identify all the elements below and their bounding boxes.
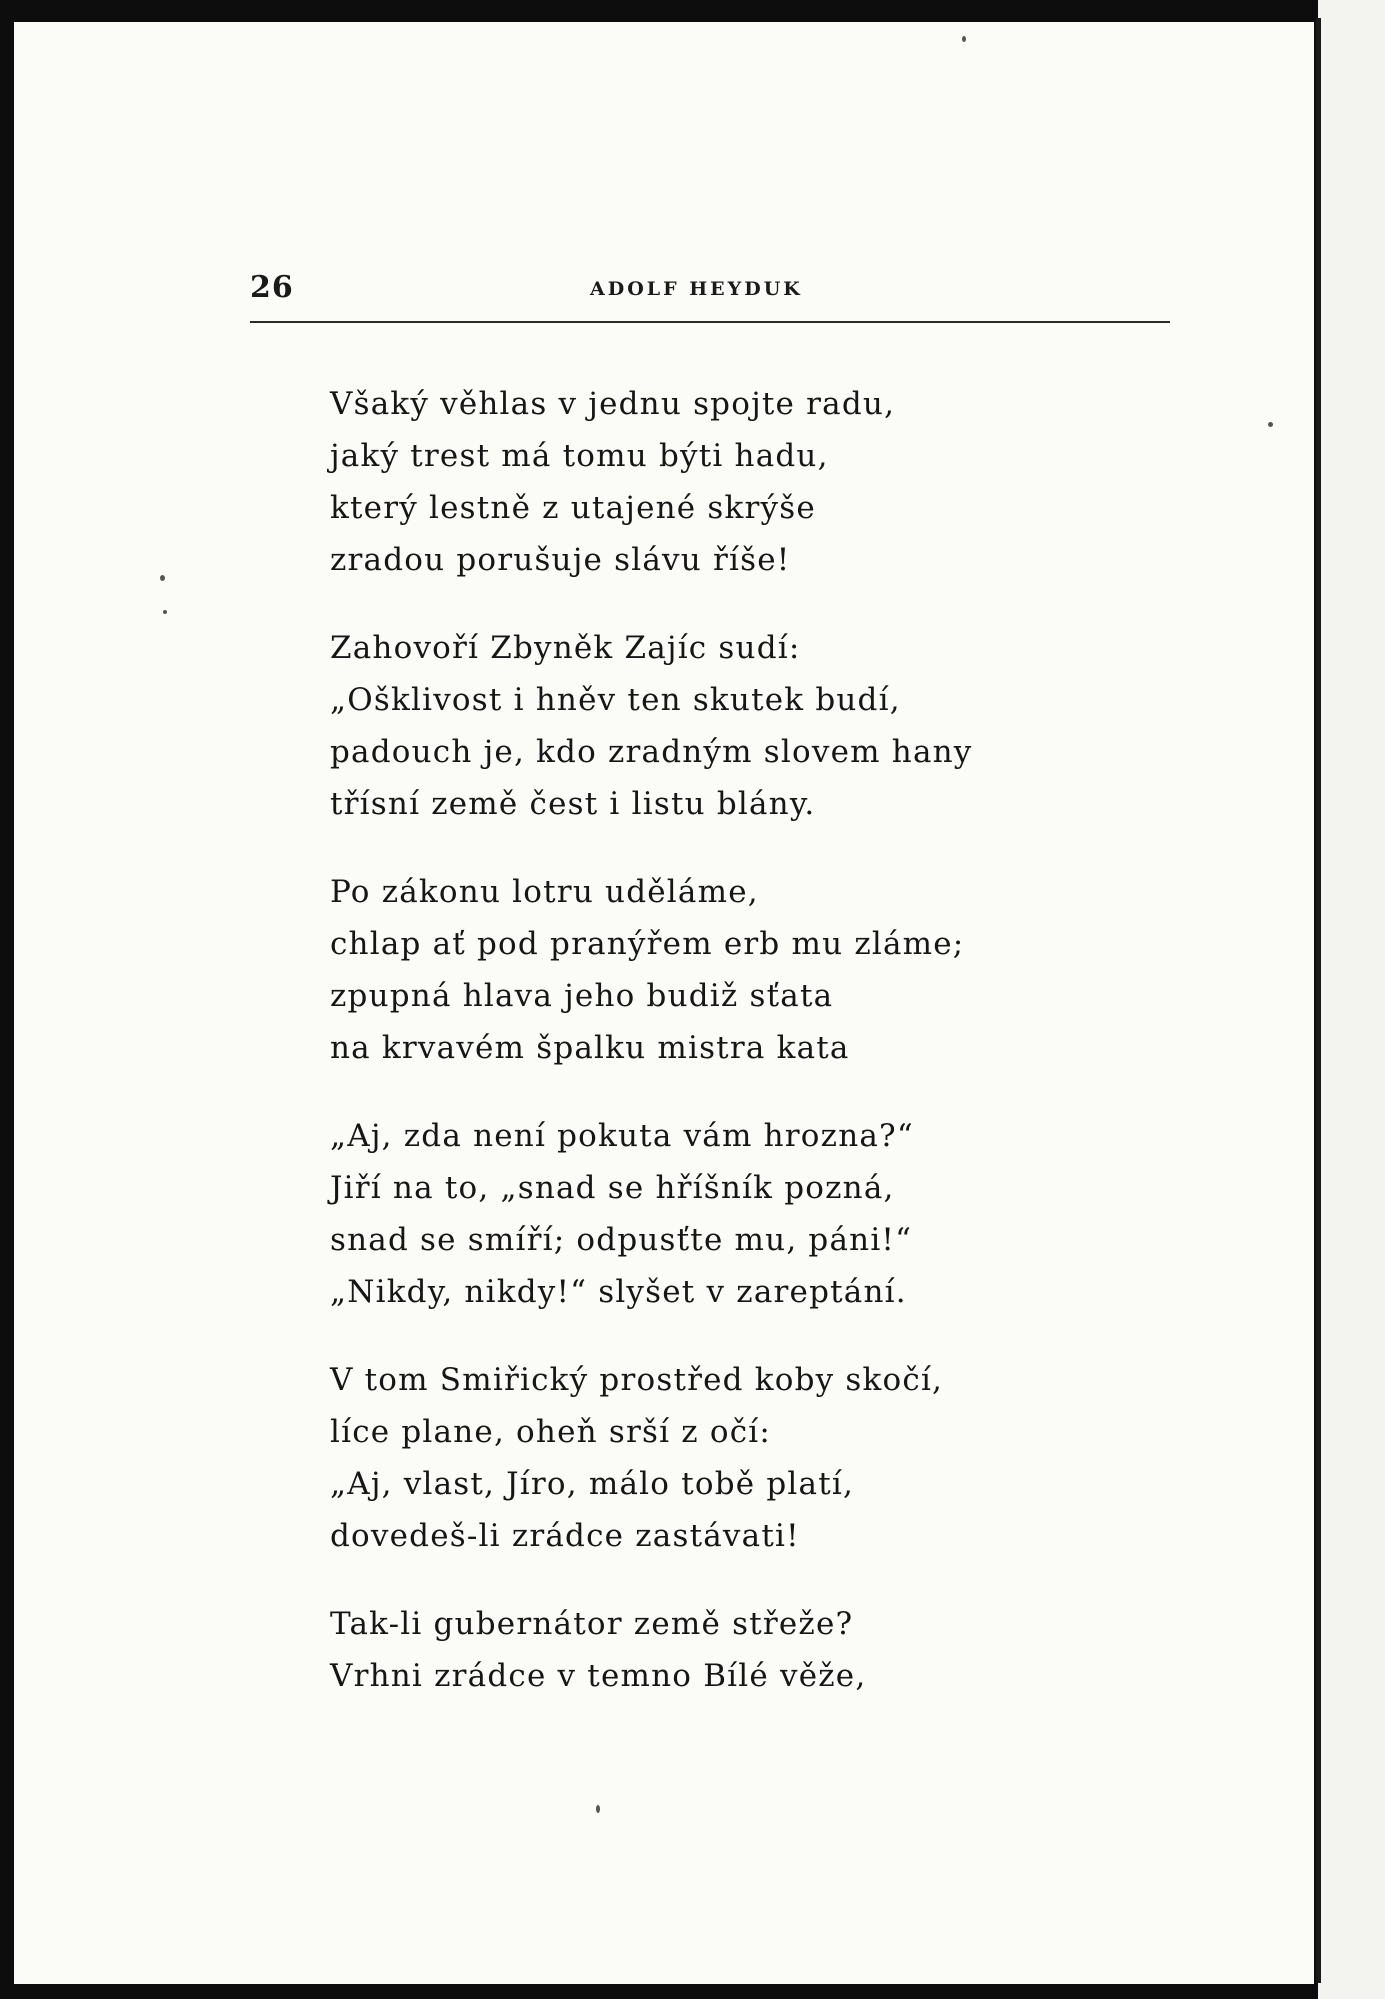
page-number: 26 — [250, 270, 294, 305]
stanza — [330, 1354, 1130, 1562]
verse-line: „Ošklivost i hněv ten skutek budí, — [330, 682, 901, 718]
verse-line: padouch je, kdo zradným slovem hany — [330, 734, 973, 770]
verse-line: Tak-li gubernátor země střeže? — [330, 1606, 854, 1642]
stanza — [330, 378, 1130, 586]
stanza — [330, 1598, 1130, 1702]
facing-page-edge — [1318, 0, 1385, 1999]
poem-body — [330, 378, 1130, 1738]
verse-line: jaký trest má tomu býti hadu, — [330, 438, 829, 474]
verse-line: který lestně z utajené skrýše — [330, 490, 816, 526]
verse-line: zpupná hlava jeho budiž sťata — [330, 978, 834, 1014]
running-head: ADOLF HEYDUK — [590, 278, 803, 300]
scan-speck — [163, 610, 167, 614]
verse-line: zradou porušuje slávu říše! — [330, 542, 791, 578]
stanza — [330, 1110, 1130, 1318]
verse-line: „Aj, zda není pokuta vám hrozna?“ — [330, 1118, 914, 1154]
verse-line: „Aj, vlast, Jíro, málo tobě platí, — [330, 1466, 855, 1502]
verse-line: Zahovoří Zbyněk Zajíc sudí: — [330, 630, 801, 666]
scan-speck — [596, 1805, 600, 1813]
stanza — [330, 622, 1130, 830]
stanza — [330, 866, 1130, 1074]
verse-line: dovedeš-li zrádce zastávati! — [330, 1518, 800, 1554]
page-header — [250, 262, 1170, 322]
verse-line: Vrhni zrádce v temno Bílé věže, — [330, 1658, 867, 1694]
verse-line: „Nikdy, nikdy!“ slyšet v zareptání. — [330, 1274, 907, 1310]
verse-line: chlap ať pod pranýřem erb mu zláme; — [330, 926, 965, 962]
verse-line: líce plane, oheň srší z očí: — [330, 1414, 772, 1450]
page-edge-shadow — [1316, 18, 1321, 1983]
verse-line: Všaký věhlas v jednu spojte radu, — [330, 386, 896, 422]
scan-speck — [160, 575, 165, 581]
verse-line: třísní země čest i listu blány. — [330, 786, 816, 822]
header-rule — [250, 321, 1170, 323]
verse-line: snad se smíří; odpusťte mu, páni!“ — [330, 1222, 913, 1258]
verse-line: Jiří na to, „snad se hříšník pozná, — [330, 1170, 895, 1206]
verse-line: V tom Smiřický prostřed koby skočí, — [330, 1362, 944, 1398]
verse-line: na krvavém špalku mistra kata — [330, 1030, 850, 1066]
scan-speck — [1268, 422, 1273, 427]
scan-speck — [962, 36, 966, 42]
verse-line: Po zákonu lotru uděláme, — [330, 874, 759, 910]
